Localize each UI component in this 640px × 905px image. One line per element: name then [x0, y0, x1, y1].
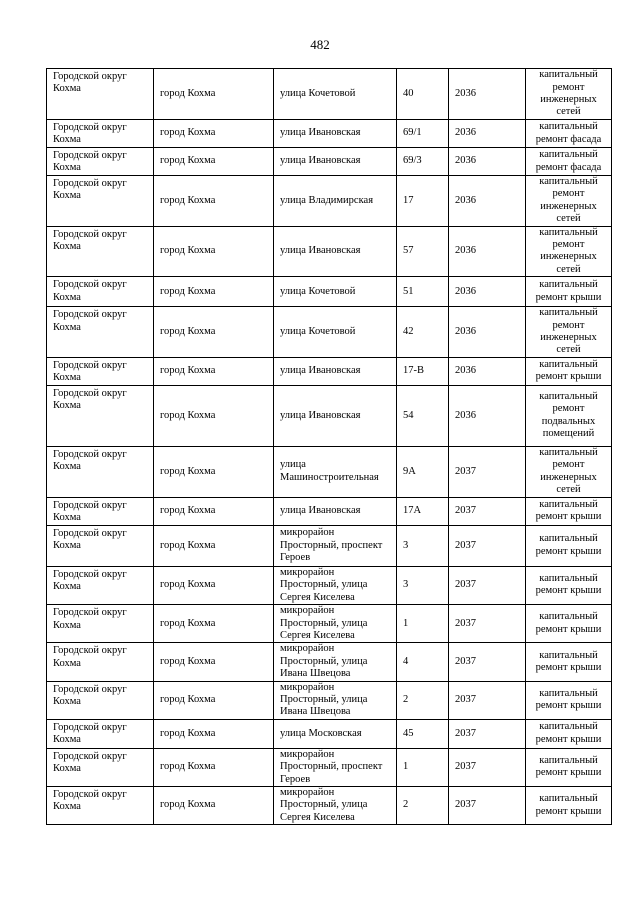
- cell-region: Городской округ Кохма: [47, 446, 154, 497]
- cell-house: 17: [397, 176, 449, 227]
- cell-work: капитальный ремонт крыши: [526, 643, 612, 681]
- cell-year: 2036: [449, 120, 526, 148]
- cell-street: микрорайон Просторный, улица Сергея Киселева: [274, 786, 397, 824]
- cell-region: Городской округ Кохма: [47, 566, 154, 604]
- cell-house: 51: [397, 277, 449, 307]
- table-body: [47, 69, 612, 825]
- table-row: [47, 748, 612, 786]
- cell-region: Городской округ Кохма: [47, 497, 154, 525]
- cell-region: Городской округ Кохма: [47, 385, 154, 446]
- cell-street: микрорайон Просторный, улица Сергея Киселева: [274, 605, 397, 643]
- cell-work: капитальный ремонт инженерных сетей: [526, 176, 612, 227]
- cell-work: капитальный ремонт фасада: [526, 148, 612, 176]
- cell-region: Городской округ Кохма: [47, 69, 154, 120]
- cell-city: город Кохма: [154, 120, 274, 148]
- cell-street: улица Ивановская: [274, 497, 397, 525]
- cell-street: микрорайон Просторный, улица Ивана Швецова: [274, 681, 397, 719]
- table-row: [47, 719, 612, 748]
- cell-city: город Кохма: [154, 497, 274, 525]
- cell-year: 2037: [449, 719, 526, 748]
- cell-city: город Кохма: [154, 681, 274, 719]
- cell-year: 2036: [449, 357, 526, 385]
- cell-house: 2: [397, 681, 449, 719]
- cell-city: город Кохма: [154, 786, 274, 824]
- cell-year: 2037: [449, 643, 526, 681]
- cell-street: улица Московская: [274, 719, 397, 748]
- cell-region: Городской округ Кохма: [47, 525, 154, 566]
- cell-street: улица Ивановская: [274, 357, 397, 385]
- cell-work: капитальный ремонт фасада: [526, 120, 612, 148]
- cell-year: 2037: [449, 446, 526, 497]
- cell-year: 2037: [449, 605, 526, 643]
- cell-work: капитальный ремонт крыши: [526, 525, 612, 566]
- cell-city: город Кохма: [154, 176, 274, 227]
- cell-year: 2036: [449, 277, 526, 307]
- cell-year: 2037: [449, 497, 526, 525]
- cell-city: город Кохма: [154, 719, 274, 748]
- cell-year: 2037: [449, 566, 526, 604]
- cell-work: капитальный ремонт крыши: [526, 719, 612, 748]
- cell-work: капитальный ремонт крыши: [526, 566, 612, 604]
- cell-year: 2036: [449, 148, 526, 176]
- cell-street: улица Ивановская: [274, 120, 397, 148]
- cell-city: город Кохма: [154, 525, 274, 566]
- cell-region: Городской округ Кохма: [47, 357, 154, 385]
- cell-street: улица Ивановская: [274, 226, 397, 277]
- cell-region: Городской округ Кохма: [47, 226, 154, 277]
- cell-city: город Кохма: [154, 307, 274, 358]
- cell-year: 2036: [449, 385, 526, 446]
- cell-house: 1: [397, 748, 449, 786]
- table-row: [47, 69, 612, 120]
- table-row: [47, 643, 612, 681]
- cell-region: Городской округ Кохма: [47, 786, 154, 824]
- cell-region: Городской округ Кохма: [47, 605, 154, 643]
- table-row: [47, 277, 612, 307]
- cell-street: микрорайон Просторный, улица Сергея Киселева: [274, 566, 397, 604]
- cell-street: микрорайон Просторный, проспект Героев: [274, 525, 397, 566]
- cell-street: улица Кочетовой: [274, 277, 397, 307]
- cell-region: Городской округ Кохма: [47, 148, 154, 176]
- cell-region: Городской округ Кохма: [47, 176, 154, 227]
- table-row: [47, 357, 612, 385]
- table-row: [47, 148, 612, 176]
- table-row: [47, 786, 612, 824]
- cell-house: 69/3: [397, 148, 449, 176]
- cell-street: улица Ивановская: [274, 385, 397, 446]
- cell-year: 2037: [449, 748, 526, 786]
- repair-schedule-table: [46, 68, 612, 825]
- cell-work: капитальный ремонт инженерных сетей: [526, 69, 612, 120]
- cell-house: 9А: [397, 446, 449, 497]
- cell-year: 2036: [449, 307, 526, 358]
- cell-region: Городской округ Кохма: [47, 719, 154, 748]
- cell-house: 3: [397, 566, 449, 604]
- cell-work: капитальный ремонт инженерных сетей: [526, 446, 612, 497]
- cell-work: капитальный ремонт инженерных сетей: [526, 226, 612, 277]
- table-row: [47, 446, 612, 497]
- cell-house: 1: [397, 605, 449, 643]
- cell-city: город Кохма: [154, 226, 274, 277]
- cell-work: капитальный ремонт крыши: [526, 605, 612, 643]
- cell-house: 54: [397, 385, 449, 446]
- cell-house: 42: [397, 307, 449, 358]
- cell-street: улица Кочетовой: [274, 307, 397, 358]
- table-row: [47, 497, 612, 525]
- cell-house: 45: [397, 719, 449, 748]
- cell-year: 2036: [449, 69, 526, 120]
- cell-city: город Кохма: [154, 446, 274, 497]
- cell-house: 17А: [397, 497, 449, 525]
- cell-work: капитальный ремонт крыши: [526, 748, 612, 786]
- cell-city: город Кохма: [154, 385, 274, 446]
- cell-work: капитальный ремонт крыши: [526, 681, 612, 719]
- cell-year: 2037: [449, 681, 526, 719]
- table-row: [47, 120, 612, 148]
- cell-city: город Кохма: [154, 605, 274, 643]
- cell-city: город Кохма: [154, 643, 274, 681]
- cell-region: Городской округ Кохма: [47, 643, 154, 681]
- cell-region: Городской округ Кохма: [47, 307, 154, 358]
- cell-region: Городской округ Кохма: [47, 681, 154, 719]
- cell-house: 3: [397, 525, 449, 566]
- cell-city: город Кохма: [154, 277, 274, 307]
- cell-house: 40: [397, 69, 449, 120]
- cell-street: микрорайон Просторный, улица Ивана Швецова: [274, 643, 397, 681]
- cell-year: 2037: [449, 525, 526, 566]
- cell-city: город Кохма: [154, 69, 274, 120]
- cell-house: 4: [397, 643, 449, 681]
- cell-work: капитальный ремонт крыши: [526, 786, 612, 824]
- cell-region: Городской округ Кохма: [47, 748, 154, 786]
- cell-house: 69/1: [397, 120, 449, 148]
- cell-city: город Кохма: [154, 148, 274, 176]
- table-row: [47, 681, 612, 719]
- cell-street: микрорайон Просторный, проспект Героев: [274, 748, 397, 786]
- cell-city: город Кохма: [154, 566, 274, 604]
- cell-house: 2: [397, 786, 449, 824]
- cell-work: капитальный ремонт крыши: [526, 277, 612, 307]
- cell-house: 57: [397, 226, 449, 277]
- cell-work: капитальный ремонт инженерных сетей: [526, 307, 612, 358]
- cell-work: капитальный ремонт подвальных помещений: [526, 385, 612, 446]
- cell-street: улица Кочетовой: [274, 69, 397, 120]
- page-number: 482: [310, 37, 330, 52]
- cell-year: 2036: [449, 226, 526, 277]
- cell-year: 2036: [449, 176, 526, 227]
- cell-street: улица Машиностроительная: [274, 446, 397, 497]
- cell-work: капитальный ремонт крыши: [526, 497, 612, 525]
- cell-house: 17-В: [397, 357, 449, 385]
- table-row: [47, 176, 612, 227]
- cell-region: Городской округ Кохма: [47, 120, 154, 148]
- cell-region: Городской округ Кохма: [47, 277, 154, 307]
- cell-city: город Кохма: [154, 357, 274, 385]
- table-row: [47, 226, 612, 277]
- table-row: [47, 566, 612, 604]
- cell-year: 2037: [449, 786, 526, 824]
- table-row: [47, 307, 612, 358]
- cell-city: город Кохма: [154, 748, 274, 786]
- table-row: [47, 525, 612, 566]
- cell-work: капитальный ремонт крыши: [526, 357, 612, 385]
- table-row: [47, 385, 612, 446]
- cell-street: улица Владимирская: [274, 176, 397, 227]
- cell-street: улица Ивановская: [274, 148, 397, 176]
- table-row: [47, 605, 612, 643]
